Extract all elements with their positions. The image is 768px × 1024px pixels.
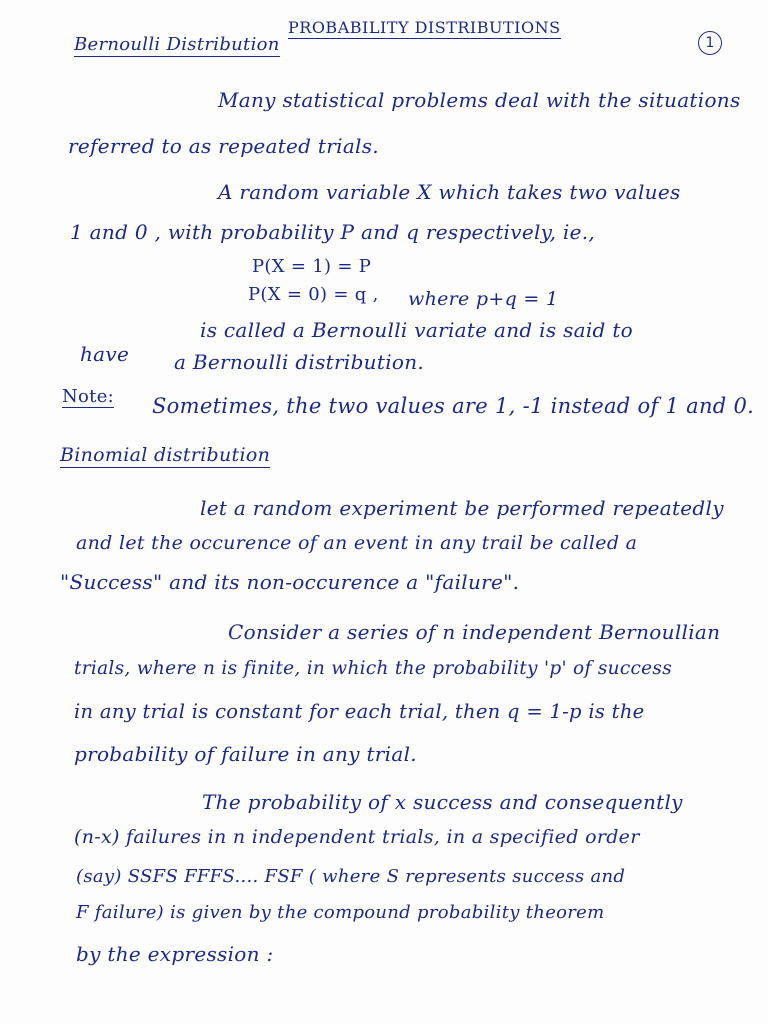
text-line: let a random experiment be performed repeatedly: [200, 496, 724, 520]
page-title: PROBABILITY DISTRIBUTIONS: [288, 18, 561, 37]
binomial-heading: Binomial distribution: [60, 444, 271, 466]
text-line: trials, where n is finite, in which the probability 'p' of success: [74, 658, 672, 679]
text-line: F failure) is given by the compound probability theorem: [76, 902, 605, 923]
bernoulli-heading: Bernoulli Distribution: [74, 34, 280, 55]
equation-line: P(X = 1) = P: [252, 256, 372, 277]
text-line: 1 and 0 , with probability P and q respectively, ie.,: [70, 220, 596, 244]
text-line: probability of failure in any trial.: [74, 742, 417, 766]
page-number: 1: [698, 31, 722, 55]
text-line: in any trial is constant for each trial, then q = 1-p is the: [74, 700, 645, 723]
text-line: The probability of x success and consequently: [202, 790, 683, 814]
note-label: Note:: [62, 386, 115, 407]
note-text: Sometimes, the two values are 1, -1 instead of 1 and 0.: [152, 394, 755, 418]
text-line: have: [80, 342, 130, 366]
text-line: a Bernoulli distribution.: [174, 350, 425, 374]
text-line: Consider a series of n independent Bernoullian: [228, 620, 721, 644]
equation-condition: where p+q = 1: [408, 288, 559, 310]
text-line: (say) SSFS FFFS.... FSF ( where S represents success and: [76, 866, 626, 887]
equation-line: P(X = 0) = q ,: [248, 284, 379, 305]
text-line: by the expression :: [76, 942, 274, 966]
text-line: is called a Bernoulli variate and is said to: [200, 318, 633, 342]
text-line: and let the occurence of an event in any trail be called a: [76, 532, 638, 554]
text-line: Many statistical problems deal with the situations: [218, 88, 741, 112]
text-line: "Success" and its non-occurence a "failure".: [60, 570, 520, 594]
text-line: referred to as repeated trials.: [68, 134, 379, 158]
text-line: A random variable X which takes two values: [218, 180, 681, 204]
text-line: (n-x) failures in n independent trials, in a specified order: [74, 826, 640, 848]
